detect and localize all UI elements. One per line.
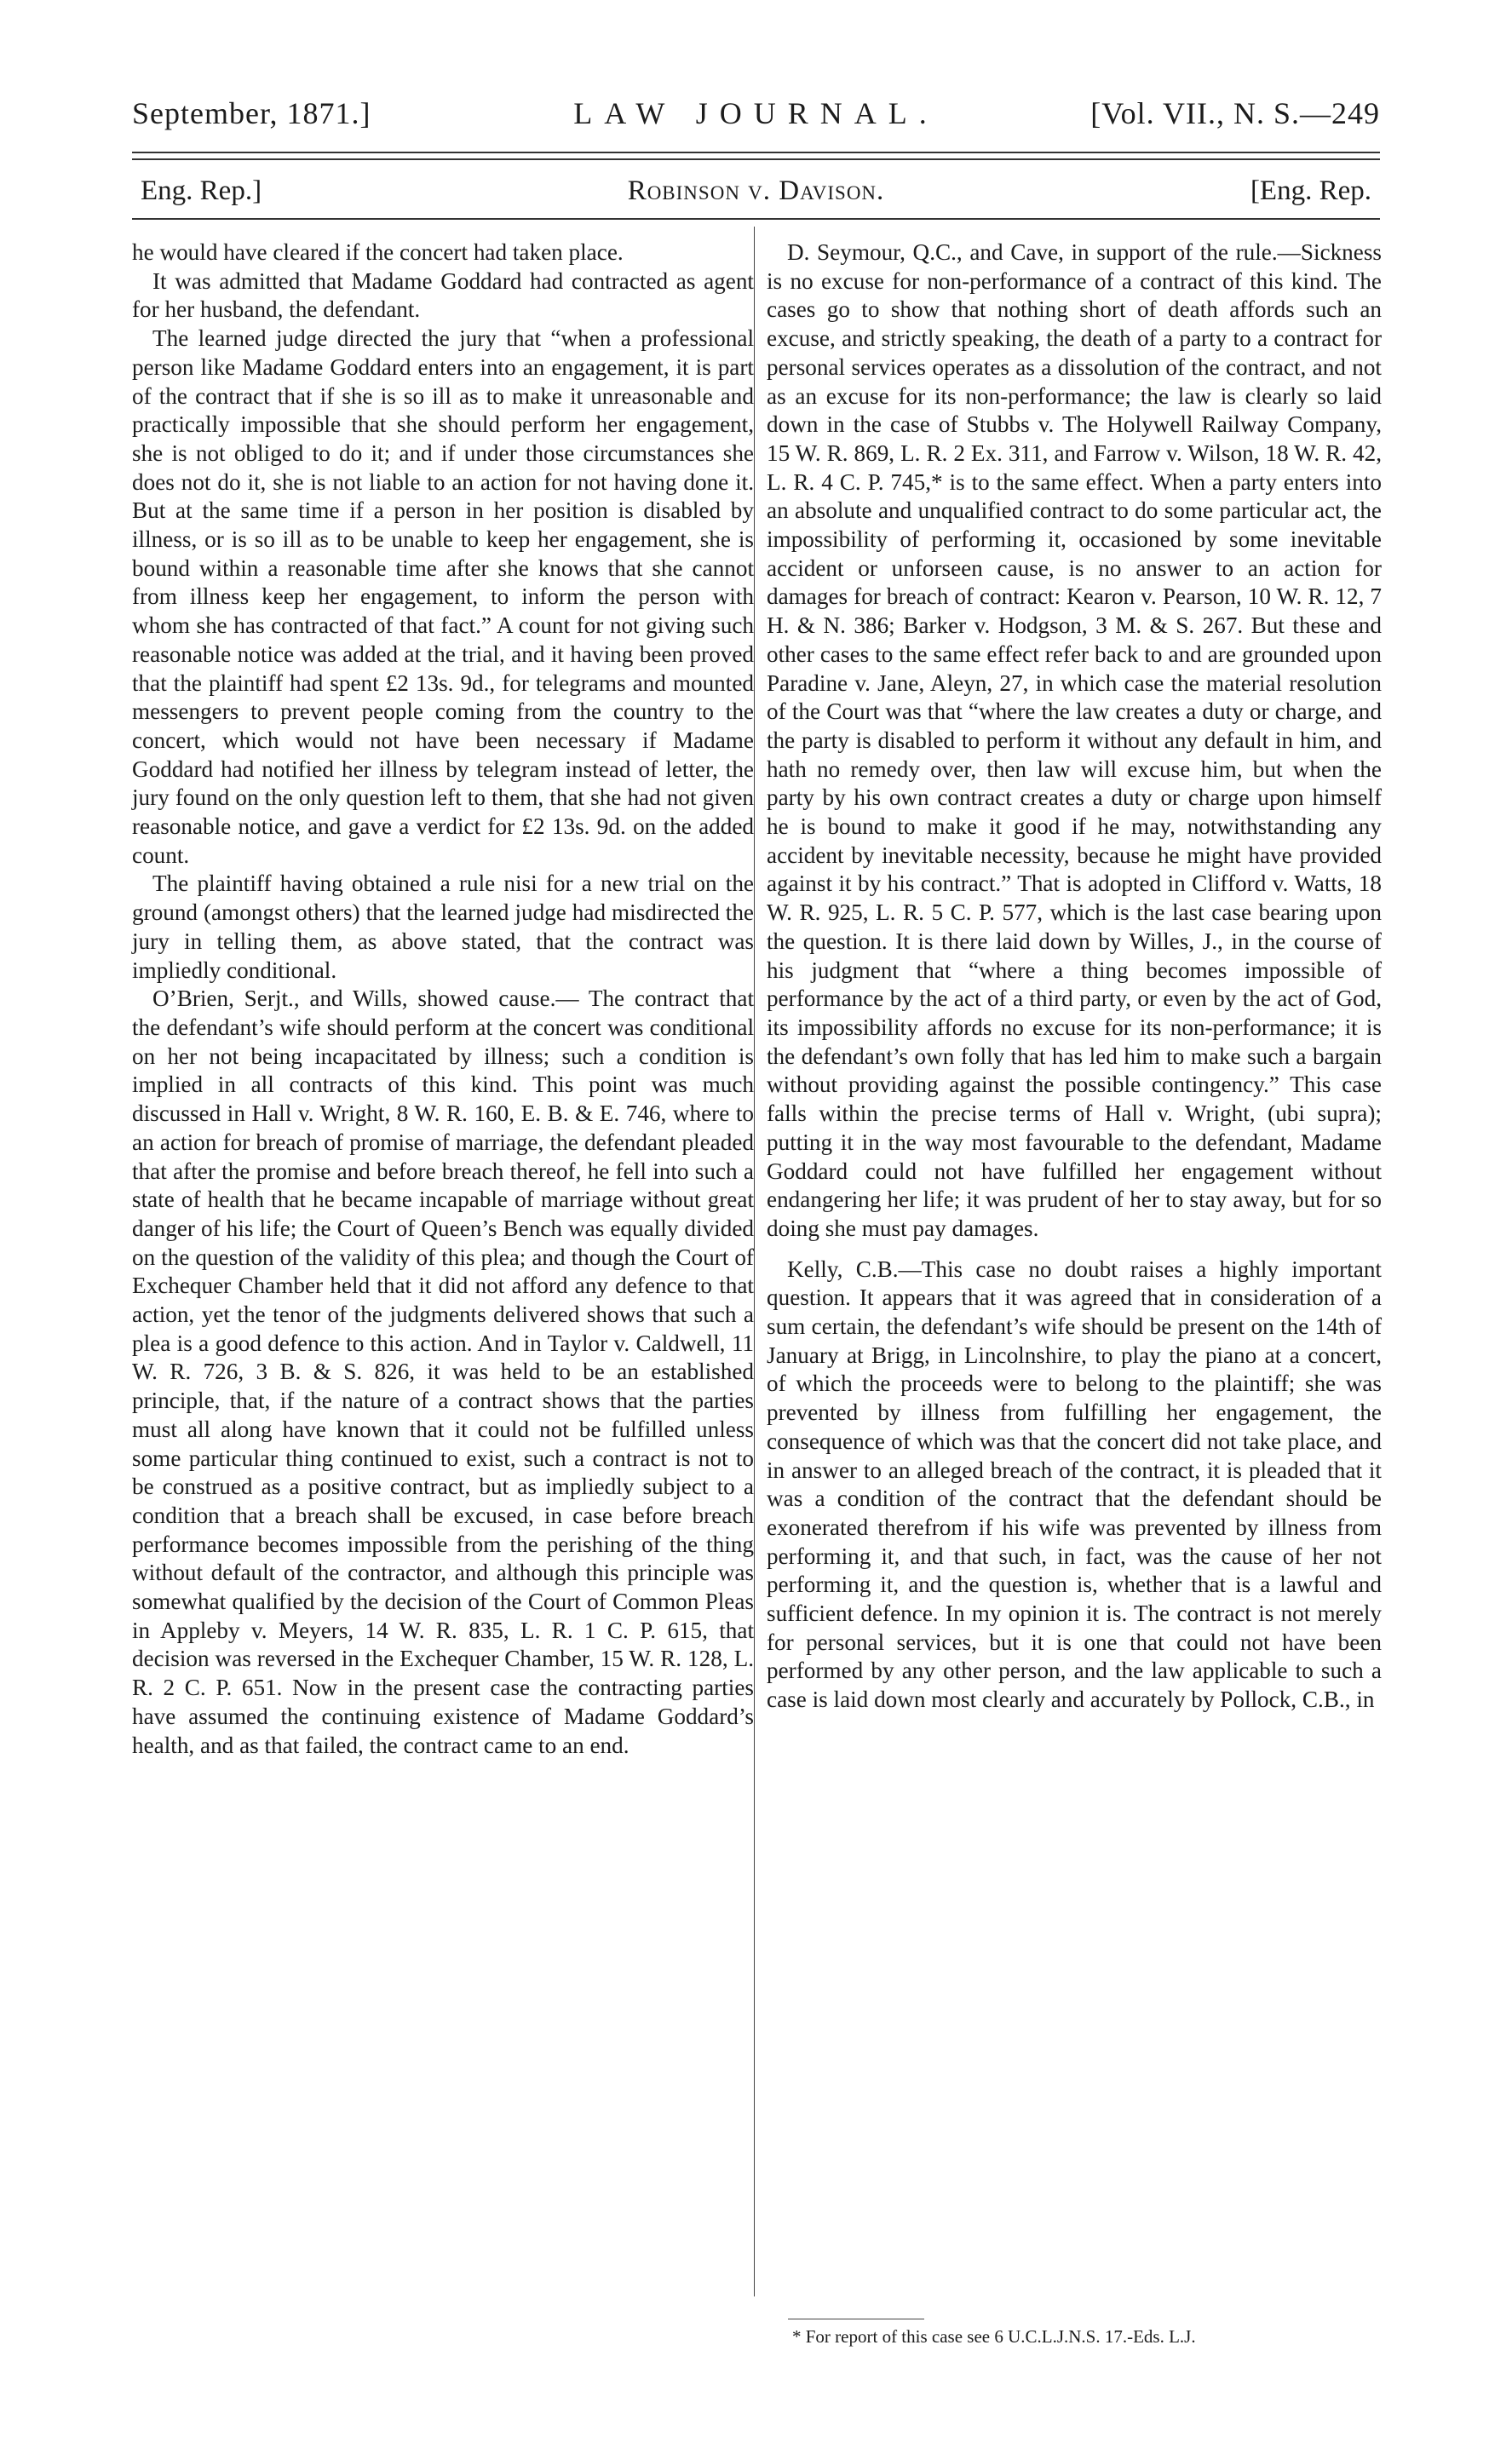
paragraph: The plaintiff having obtained a rule nisi for a new trial on the ground (amongst others) that the learned judge had misdirected the jury in telling them, as above stated, that the contract was impliedly conditional.: [132, 871, 754, 983]
left-column: [132, 239, 754, 1760]
paragraph: It was admitted that Madame Goddard had contracted as agent for her husband, the defendant.: [132, 267, 754, 323]
header-double-rule: [132, 152, 1380, 160]
header-date: September, 1871.]: [132, 96, 371, 130]
case-name: Robinson v. Davison.: [627, 175, 885, 206]
case-header: [141, 175, 1371, 213]
header-volume-page: [Vol. VII., N. S.—249: [1090, 96, 1380, 130]
paragraph: he would have cleared if the concert had taken place.: [132, 239, 624, 265]
right-column: [767, 239, 1382, 1715]
paragraph: The learned judge directed the jury that “when a professional person like Madame Goddard enters into an engagement, it is part of the contract that if she is so ill as to make it unreasonable and practically impossible that she should perform her engagement, she is not obliged to do it; and if under those circumstances she does not do it, she is not liable to an action for not having done it. But at the same time if a person in her position is disabled by illness, or is so ill as to be unable to keep her engagement, she is bound within a reasonable time after she knows that she cannot from illness keep her engagement, to inform the person with whom she has contracted of that fact.” A count for not giving such reasonable notice was added at the trial, and it having been proved that the plaintiff had spent £2 13s. 9d., for telegrams and mounted messengers to prevent people coming from the country to the concert, which would not have been necessary if Madame Goddard had notified her illness by telegram instead of letter, the jury found on the only question left to them, that she had not given reasonable notice, and gave a verdict for £2 13s. 9d. on the added count.: [132, 325, 754, 868]
column-divider: [754, 227, 755, 2296]
report-series-right: [Eng. Rep.: [1250, 175, 1371, 206]
footnote: * For report of this case see 6 U.C.L.J.N.S. 17.-Eds. L.J.: [792, 2326, 1196, 2347]
subheader-rule: [132, 218, 1380, 220]
paragraph: O’Brien, Serjt., and Wills, showed cause.— The contract that the defendant’s wife should perform at the concert was conditional on her not being incapacitated by illness; such a condition is implied in all contracts of this kind. This point was much discussed in Hall v. Wright, 8 W. R. 160, E. B. & E. 746, where to an action for breach of promise of marriage, the defendant pleaded that after the promise and before breach thereof, he fell into such a state of health that he became incapable of marriage without great danger of his life; the Court of Queen’s Bench was equally divided on the question of the validity of this plea; and though the Court of Exchequer Chamber held that it did not afford any defence to that action, yet the tenor of the judgments delivered shows that such a plea is a good defence to this action. And in Taylor v. Caldwell, 11 W. R. 726, 3 B. & S. 826, it was held to be an established principle, that, if the nature of a contract shows that the parties must all along have known that it could not be fulfilled unless some particular thing continued to exist, such a contract is not to be construed as a positive contract, but as impliedly subject to a condition that a breach shall be excused, in case before breach performance becomes impossible from the perishing of the thing without default of the contractor, and although this principle was somewhat qualified by the decision of the Court of Common Pleas in Appleby v. Meyers, 14 W. R. 835, L. R. 1 C. P. 615, that decision was reversed in the Exchequer Chamber, 15 W. R. 128, L. R. 2 C. P. 651. Now in the present case the contracting parties have assumed the continuing existence of Madame Goddard’s health, and as that failed, the contract came to an end.: [132, 986, 754, 1758]
header-journal-title: LAW JOURNAL.: [573, 96, 939, 130]
report-series-left: Eng. Rep.]: [141, 175, 262, 206]
paragraph: D. Seymour, Q.C., and Cave, in support of the rule.—Sickness is no excuse for non-performance of a contract of this kind. The cases go to show that nothing short of death affords such an excuse, and strictly speaking, the death of a party to a contract for personal services operates as a dissolution of the contract, and not as an excuse for its non-performance; the law is clearly so laid down in the case of Stubbs v. The Holywell Railway Company, 15 W. R. 869, L. R. 2 Ex. 311, and Farrow v. Wilson, 18 W. R. 42, L. R. 4 C. P. 745,* is to the same effect. When a party enters into an absolute and unqualified contract to do some particular act, the impossibility of performing it, occasioned by some inevitable accident or unforseen cause, is no answer to an action for damages for breach of contract: Kearon v. Pearson, 10 W. R. 12, 7 H. & N. 386; Barker v. Hodgson, 3 M. & S. 267. But these and other cases to the same effect refer back to and are grounded upon Paradine v. Jane, Aleyn, 27, in which case the material resolution of the Court was that “where the law creates a duty or charge, and the party is disabled to perform it without any default in him, and hath no remedy over, then law will excuse him, but when the party by his own contract creates a duty or charge upon himself he is bound to make it good if he may, notwithstanding any accident by inevitable necessity, because he might have provided against it by his contract.” That is adopted in Clifford v. Watts, 18 W. R. 925, L. R. 5 C. P. 577, which is the last case bearing upon the question. It is there laid down by Willes, J., in the course of his judgment that “where a thing becomes impossible of performance by the act of a third party, or even by the act of God, its impossibility affords no excuse for its non-performance; it is the defendant’s own folly that has led him to make such a bargain without providing against the possible contingency.” This case falls within the precise terms of Hall v. Wright, (ubi supra); putting it in the way most favourable to the defendant, Madame Goddard could not have fulfilled her engagement without endangering her life; it was prudent of her to stay away, but for so doing she must pay damages.: [767, 239, 1382, 1241]
paragraph: Kelly, C.B.—This case no doubt raises a highly important question. It appears that it was agreed that in consideration of a sum certain, the defendant’s wife should be present on the 14th of January at Brigg, in Lincolnshire, to play the piano at a concert, of which the proceeds were to belong to the plaintiff; she was prevented by illness from fulfilling her engagement, the consequence of which was that the concert did not take place, and in answer to an alleged breach of the contract, it is pleaded that it was a condition of the contract that the defendant should be exonerated therefrom if his wife was prevented by illness from performing it, and that such, in fact, was the cause of her not performing it, and the question is, whether that is a lawful and sufficient defence. In my opinion it is. The contract is not merely for personal services, but it is one that could not have been performed by any other person, and the law applicable to such a case is laid down most clearly and accurately by Pollock, C.B., in: [767, 1256, 1382, 1713]
running-header: [132, 95, 1380, 140]
